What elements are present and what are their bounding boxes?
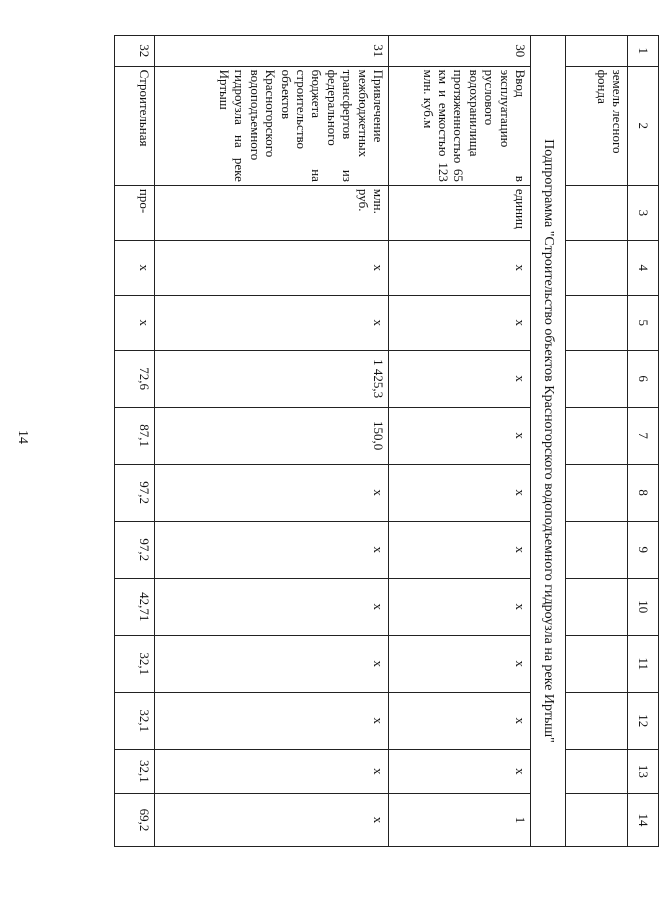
column-number: 3 (628, 185, 659, 240)
column-number: 9 (628, 521, 659, 578)
column-number: 1 (628, 36, 659, 67)
value-cell: 87,1 (115, 407, 155, 464)
value-cell: х (389, 295, 531, 350)
value-cell: х (389, 521, 531, 578)
indicator-name: земель лесного фонда (566, 66, 628, 185)
column-number: 2 (628, 66, 659, 185)
column-number: 7 (628, 407, 659, 464)
table-row (155, 36, 389, 847)
value-cell: х (389, 578, 531, 635)
value-cell: х (155, 240, 389, 295)
value-cell: 32,1 (115, 692, 155, 749)
value-cell: х (115, 295, 155, 350)
row-number: 32 (115, 36, 155, 67)
column-number: 6 (628, 350, 659, 407)
value-cell: 42,71 (115, 578, 155, 635)
subprogram-row (531, 36, 566, 847)
value-cell: х (155, 749, 389, 793)
value-cell: х (155, 464, 389, 521)
value-cell: х (389, 350, 531, 407)
column-number-row (628, 36, 659, 847)
column-number: 5 (628, 295, 659, 350)
value-cell: х (389, 464, 531, 521)
value-cell: 97,2 (115, 464, 155, 521)
value-cell: х (155, 295, 389, 350)
value-cell: х (155, 521, 389, 578)
value-cell: х (155, 692, 389, 749)
value-cell: х (155, 794, 389, 847)
table-row (115, 36, 155, 847)
page-number: 14 (15, 430, 30, 444)
column-number: 11 (628, 635, 659, 692)
table-row (389, 36, 531, 847)
table-row (566, 36, 628, 847)
value-cell: х (389, 749, 531, 793)
row-number (566, 36, 628, 67)
value-cell: 72,6 (115, 350, 155, 407)
indicators-table (114, 35, 659, 847)
value-cell: 32,1 (115, 749, 155, 793)
value-cell: 150,0 (155, 407, 389, 464)
value-cell: х (155, 578, 389, 635)
column-number: 4 (628, 240, 659, 295)
column-number: 14 (628, 794, 659, 847)
row-number: 31 (155, 36, 389, 67)
value-cell: х (389, 635, 531, 692)
value-cell: 1 (389, 794, 531, 847)
value-cell: х (155, 635, 389, 692)
subprogram-title: Подпрограмма "Строительство объектов Красногорского водоподъемного гидроузла на реке Иртыш" (531, 36, 566, 847)
indicator-name: Ввод в эксплуатацию руслового водохранилища протяженностью 65 км и емкостью 123 млн. куб.м (389, 66, 531, 185)
unit-cell (566, 185, 628, 240)
value-cell: х (389, 240, 531, 295)
indicator-name: Привлечение межбюджетных трансфертов из федерального бюджета на строительство объектов Красногорского водоподъемного гидроузла на реке Иртыш (155, 66, 389, 185)
value-cell: х (389, 692, 531, 749)
column-number: 10 (628, 578, 659, 635)
value-cell: 97,2 (115, 521, 155, 578)
row-number: 30 (389, 36, 531, 67)
value-cell: х (115, 240, 155, 295)
value-cell: 69,2 (115, 794, 155, 847)
column-number: 12 (628, 692, 659, 749)
value-cell: 1 425,3 (155, 350, 389, 407)
unit-cell: млн. руб. (155, 185, 389, 240)
rotated-table-container (90, 35, 659, 847)
unit-cell: единиц (389, 185, 531, 240)
value-cell: 32,1 (115, 635, 155, 692)
indicator-name: Строительная (115, 66, 155, 185)
column-number: 8 (628, 464, 659, 521)
value-cell: х (389, 407, 531, 464)
unit-cell: про- (115, 185, 155, 240)
column-number: 13 (628, 749, 659, 793)
